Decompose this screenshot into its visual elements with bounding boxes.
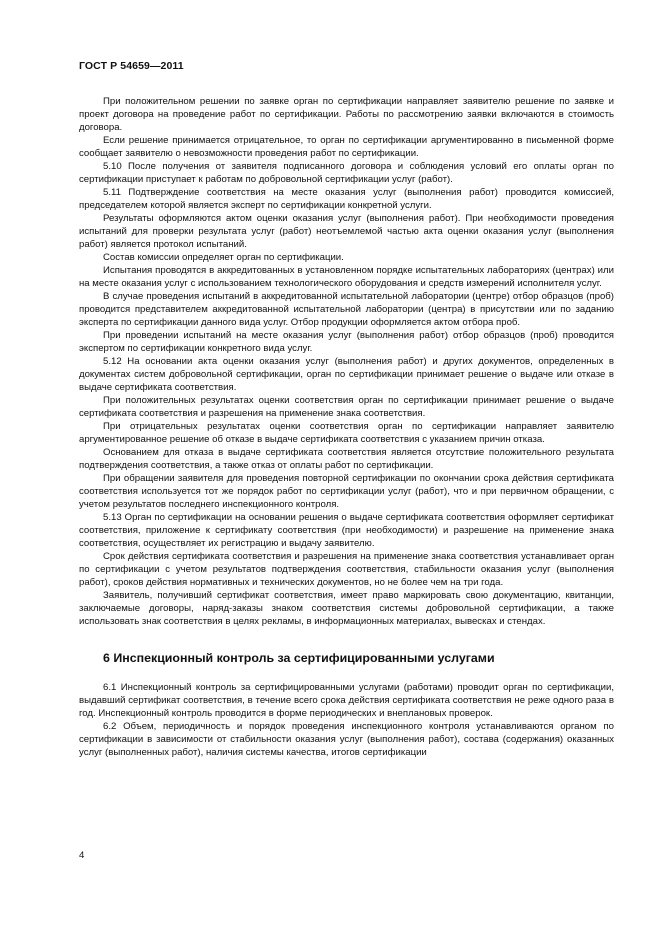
paragraph: При проведении испытаний на месте оказания услуг (выполнения работ) отбор образцов (проб) проводится экспертом по сертификации конкретного вида услуг. — [79, 330, 614, 354]
paragraph: Если решение принимается отрицательное, то орган по сертификации аргументированно в письменной форме сообщает заявителю о невозможности проведения работ по сертификации. — [79, 135, 614, 159]
paragraph: 5.11 Подтверждение соответствия на месте оказания услуг (выполнения работ) проводится комиссией, председателем которой является эксперт по сертификации конкретной услуги. — [79, 187, 614, 211]
paragraph: 6.1 Инспекционный контроль за сертифицированными услугами (работами) проводит орган по сертификации, выдавший сертификат соответствия, в течение всего срока действия сертификата соответствия не реже одного раза в год. Инспекционный контроль проводится в форме периодических и внеплановых проверок. — [79, 682, 614, 719]
paragraph: При положительном решении по заявке орган по сертификации направляет заявителю решение по заявке и проект договора на проведение работ по сертификации. Работы по рассмотрению заявки включаются в стоимость договора. — [79, 96, 614, 133]
paragraph: При обращении заявителя для проведения повторной сертификации по окончании срока действия сертификата соответствия используется тот же порядок работ по сертификации услуг (работ), что и при первичном обращении, с учетом результатов последнего инспекционного контроля. — [79, 473, 614, 510]
paragraph: При положительных результатах оценки соответствия орган по сертификации принимает решение о выдаче сертификата соответствия и разрешения на применение знака соответствия. — [79, 395, 614, 419]
document-code-header: ГОСТ Р 54659—2011 — [79, 60, 184, 72]
paragraph: Результаты оформляются актом оценки оказания услуг (выполнения работ). При необходимости проведения испытаний для проверки результата услуг (работ) неотъемлемой частью акта оценки оказания услуг (выполнения работ) является протокол испытаний. — [79, 213, 614, 250]
page-number: 4 — [79, 850, 85, 861]
paragraph: Испытания проводятся в аккредитованных в установленном порядке испытательных лабораториях (центрах) или на месте оказания услуг с использованием технологического оборудования и средств измерений исполнителя услуг. — [79, 265, 614, 289]
paragraph: Состав комиссии определяет орган по сертификации. — [103, 252, 344, 263]
paragraph: 5.10 После получения от заявителя подписанного договора и соблюдения условий его оплаты орган по сертификации приступает к работам по добровольной сертификации услуг (работ). — [79, 161, 614, 185]
paragraph: Основанием для отказа в выдаче сертификата соответствия является отсутствие положительного результата подтверждения соответствия, а также отказ от оплаты работ по сертификации. — [79, 447, 614, 471]
paragraph: В случае проведения испытаний в аккредитованной испытательной лаборатории (центре) отбор образцов (проб) проводится представителем аккредитованной испытательной лаборатории (центра) в присутствии или по заданию эксперта по сертификации данного вида услуг. Отбор продукции оформляется актом отбора проб. — [79, 291, 614, 328]
section-title: 6 Инспекционный контроль за сертифицированными услугами — [103, 651, 495, 665]
paragraph: 6.2 Объем, периодичность и порядок проведения инспекционного контроля устанавливаются органом по сертификации в зависимости от стабильности оказания услуг (выполнения работ), состава (содержания) оказанных услуг (выполненных работ), наличия системы качества, итогов сертификации — [79, 721, 614, 758]
paragraph: Заявитель, получивший сертификат соответствия, имеет право маркировать свою документацию, квитанции, заключаемые договоры, наряд-заказы знаком соответствия системы добровольной сертификации, а также использовать знак соответствия в целях рекламы, в информационных материалах, вывесках и стендах. — [79, 590, 614, 627]
paragraph: Срок действия сертификата соответствия и разрешения на применение знака соответствия устанавливает орган по сертификации с учетом результатов подтверждения соответствия, стабильности оказания услуг (выполнения работ), сроков действия нормативных и технических документов, но не более чем на три года. — [79, 551, 614, 588]
paragraph: 5.13 Орган по сертификации на основании решения о выдаче сертификата соответствия оформляет сертификат соответствия, приложение к сертификату соответствия (при необходимости) и разрешение на применение знака соответствия, осуществляет их регистрацию и выдачу заявителю. — [79, 512, 614, 549]
document-body — [79, 95, 614, 759]
paragraph: При отрицательных результатах оценки соответствия орган по сертификации направляет заявителю аргументированное решение об отказе в выдаче сертификата соответствия с указанием причин отказа. — [79, 421, 614, 445]
paragraph: 5.12 На основании акта оценки оказания услуг (выполнения работ) и других документов, определенных в документах систем добровольной сертификации, орган по сертификации принимает решение о выдаче или отказе в выдаче сертификата соответствия. — [79, 356, 614, 393]
